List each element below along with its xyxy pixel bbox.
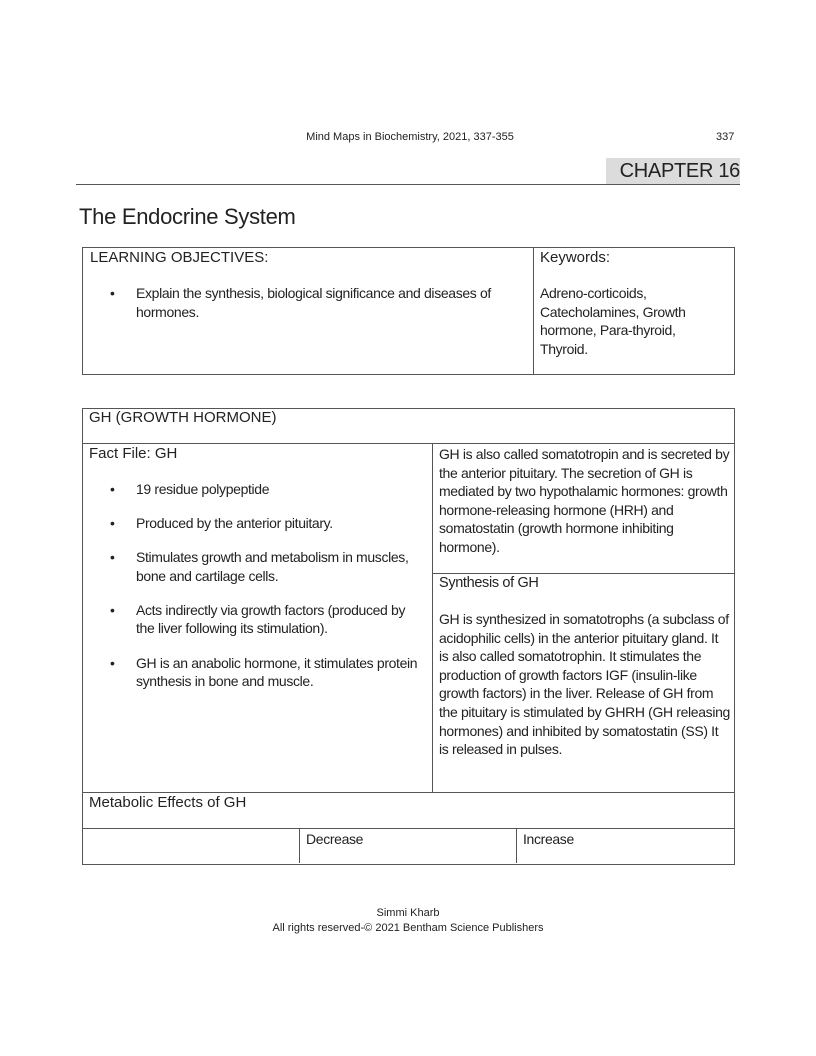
chapter-label: CHAPTER 16	[606, 158, 740, 184]
row-divider	[82, 443, 734, 444]
keywords-heading: Keywords:	[540, 249, 611, 266]
fact-item: • Produced by the anterior pituitary.	[107, 514, 423, 533]
fact-item: • 19 residue polypeptide	[107, 480, 423, 499]
page-number: 337	[716, 131, 735, 143]
synthesis-heading: Synthesis of GH	[439, 575, 539, 591]
fact-item: • Stimulates growth and metabolism in muscles, bone and cartilage cells.	[107, 548, 423, 585]
synthesis-text: GH is synthesized in somatotrophs (a subclass of acidophilic cells) in the anterior pituitary gland. It is also called somatotrophin. It stimulates the production of growth factors IGF (insulin-like growth factors) in the liver. Release of GH from the pituitary is stimulated by GHRH (GH releasing hormones) and inhibited by somatostatin (SS) It is released in pulses.	[439, 611, 730, 758]
fact-item: • GH is an anabolic hormone, it stimulates protein synthesis in bone and muscle.	[107, 654, 423, 691]
page-title: The Endocrine System	[79, 204, 296, 229]
column-divider	[516, 828, 517, 863]
row-divider	[82, 792, 734, 793]
row-divider	[82, 828, 734, 829]
objectives-heading: LEARNING OBJECTIVES:	[90, 249, 269, 266]
table-divider	[533, 247, 534, 374]
keywords-text: Adreno-corticoids, Catecholamines, Growth hormone, Para-thyroid, Thyroid.	[540, 285, 686, 357]
metabolic-heading: Metabolic Effects of GH	[89, 794, 247, 811]
footer-author: Simmi Kharb	[376, 907, 440, 919]
gh-intro-text: GH is also called somatotropin and is secreted by the anterior pituitary. The secretion of GH is mediated by two hypothalamic hormones: growth hormone-releasing hormone (HRH) and somatostatin (growth hormone inhibiting hormone).	[439, 446, 730, 555]
running-title: Mind Maps in Biochemistry, 2021, 337-355	[306, 131, 514, 143]
column-header-decrease: Decrease	[306, 831, 364, 847]
objectives-list	[107, 284, 517, 337]
fact-item: • Acts indirectly via growth factors (produced by the liver following its stimulation).	[107, 601, 423, 638]
objective-item: • Explain the synthesis, biological significance and diseases of hormones.	[107, 284, 517, 321]
fact-list	[107, 480, 423, 706]
fact-file-heading: Fact File: GH	[89, 445, 178, 462]
footer-rights: All rights reserved-© 2021 Bentham Science Publishers	[272, 922, 544, 934]
column-divider	[432, 443, 433, 792]
gh-heading: GH (GROWTH HORMONE)	[89, 409, 277, 426]
column-divider	[299, 828, 300, 863]
header-rule	[76, 184, 740, 185]
column-header-increase: Increase	[523, 831, 574, 847]
